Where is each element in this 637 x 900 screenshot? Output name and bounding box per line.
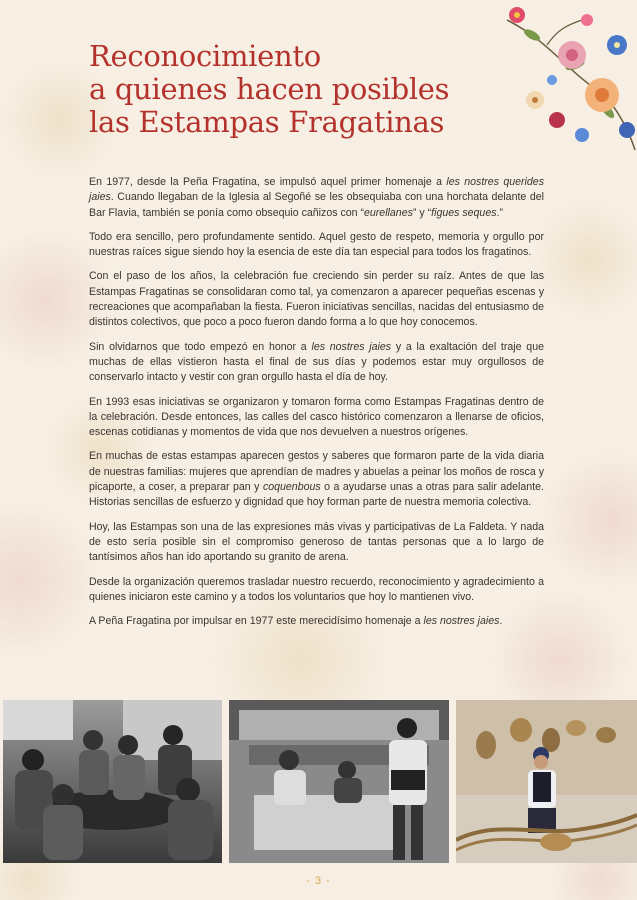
text-run: .” xyxy=(496,206,503,219)
italic-term: coquenbous xyxy=(262,481,321,494)
italic-term: eurellanes xyxy=(364,206,413,219)
text-run: . xyxy=(499,615,503,628)
body-paragraph xyxy=(89,340,544,386)
text-run: En 1977, desde la Peña Fragatina, se impulsó aquel primer homenaje a xyxy=(89,176,447,188)
text-run: y a la exaltación del traje que muchas de ellas vistieron hasta el final de sus días y podemos estar muy orgullosos de conservarlo intacto y vestir con gran orgullo hasta el día de hoy. xyxy=(89,340,544,384)
title-line-2: a quienes hacen posibles xyxy=(89,72,450,106)
italic-term: figues seques xyxy=(431,206,497,219)
body-paragraph xyxy=(89,395,544,441)
text-run: . Cuando llegaban de la Iglesia al Segoñé se les obsequiaba con una horchata delante del Bar Flavia, también se ponía como obsequio cañizos con “ xyxy=(89,191,544,219)
title-line-3: las Estampas Fragatinas xyxy=(89,105,445,139)
body-paragraph xyxy=(89,575,544,606)
italic-term: les nostres jaies xyxy=(423,615,500,628)
body-paragraph xyxy=(89,520,544,566)
text-run: A Peña Fragatina por impulsar en 1977 este merecidísimo homenaje a xyxy=(89,615,424,628)
page-title xyxy=(89,40,489,139)
floral-decoration xyxy=(487,0,637,165)
body-paragraph xyxy=(89,269,544,330)
photo-market-stall xyxy=(229,700,449,863)
text-run: En muchas de estas estampas aparecen gestos y saberes que formaron parte de la vida diaria de nuestras familias: mujeres que aprendían de madres y abuelas a peinar los moños de rosca y picaporte, a coser, a preparar pan y xyxy=(89,450,544,494)
body-paragraph xyxy=(89,614,544,629)
text-run: Con el paso de los años, la celebración fue creciendo sin perder su raíz. Antes de que las Estampas Fragatinas se consolidaran como tal, ya comenzaron a aparecer pequeñas escenas y recreaciones que acompañaban la fiesta. Fueron iniciativas sencillas, nacidas del entusiasmo de distintos colectivos, que poco a poco fueron dando forma a lo que hoy conocemos. xyxy=(89,270,544,329)
text-run: Sin olvidarnos que todo empezó en honor a xyxy=(89,340,312,353)
title-line-1: Reconocimiento xyxy=(89,39,321,73)
text-run: o a ayudarse unas a otras para salir adelante. Historias sencillas de esfuerzo y dignidad que hoy forman parte de nuestra memoria colectiva. xyxy=(89,481,544,509)
photo-basket-weaver xyxy=(456,700,637,863)
text-run: ” y “ xyxy=(412,206,432,219)
text-run: Todo era sencillo, pero profundamente sentido. Aquel gesto de respeto, memoria y orgullo por nuestras raíces sigue siendo hoy la esencia de este día tan especial para todos los fragatinos. xyxy=(89,230,544,259)
body-paragraph xyxy=(89,175,544,221)
text-run: Hoy, las Estampas son una de las expresiones más vivas y participativas de La Faldeta. Y nada de esto sería posible sin el compromiso generoso de tantas personas que a lo largo de tantísimos años han ido aportando su granito de arena. xyxy=(89,520,544,564)
italic-term: les nostres querides jaies xyxy=(89,176,544,204)
text-run: En 1993 esas iniciativas se organizaron y tomaron forma como Estampas Fragatinas dentro de la celebración. Desde entonces, las calles del casco histórico comenzaron a llenarse de oficios, escenas cotidianas y momentos de vida que nos devuelven a nuestros orígenes. xyxy=(89,395,544,439)
page-number: - 3 - xyxy=(306,875,331,887)
italic-term: les nostres jaies xyxy=(311,340,392,353)
text-run: Desde la organización queremos trasladar nuestro recuerdo, reconocimiento y agradecimiento a quienes iniciaron este camino y a todos los voluntarios que hoy lo mantienen vivo. xyxy=(89,575,544,603)
photo-women-sewing xyxy=(3,700,222,863)
article-body xyxy=(89,175,544,638)
body-paragraph xyxy=(89,230,544,261)
photo-strip xyxy=(0,700,637,865)
body-paragraph xyxy=(89,449,544,510)
